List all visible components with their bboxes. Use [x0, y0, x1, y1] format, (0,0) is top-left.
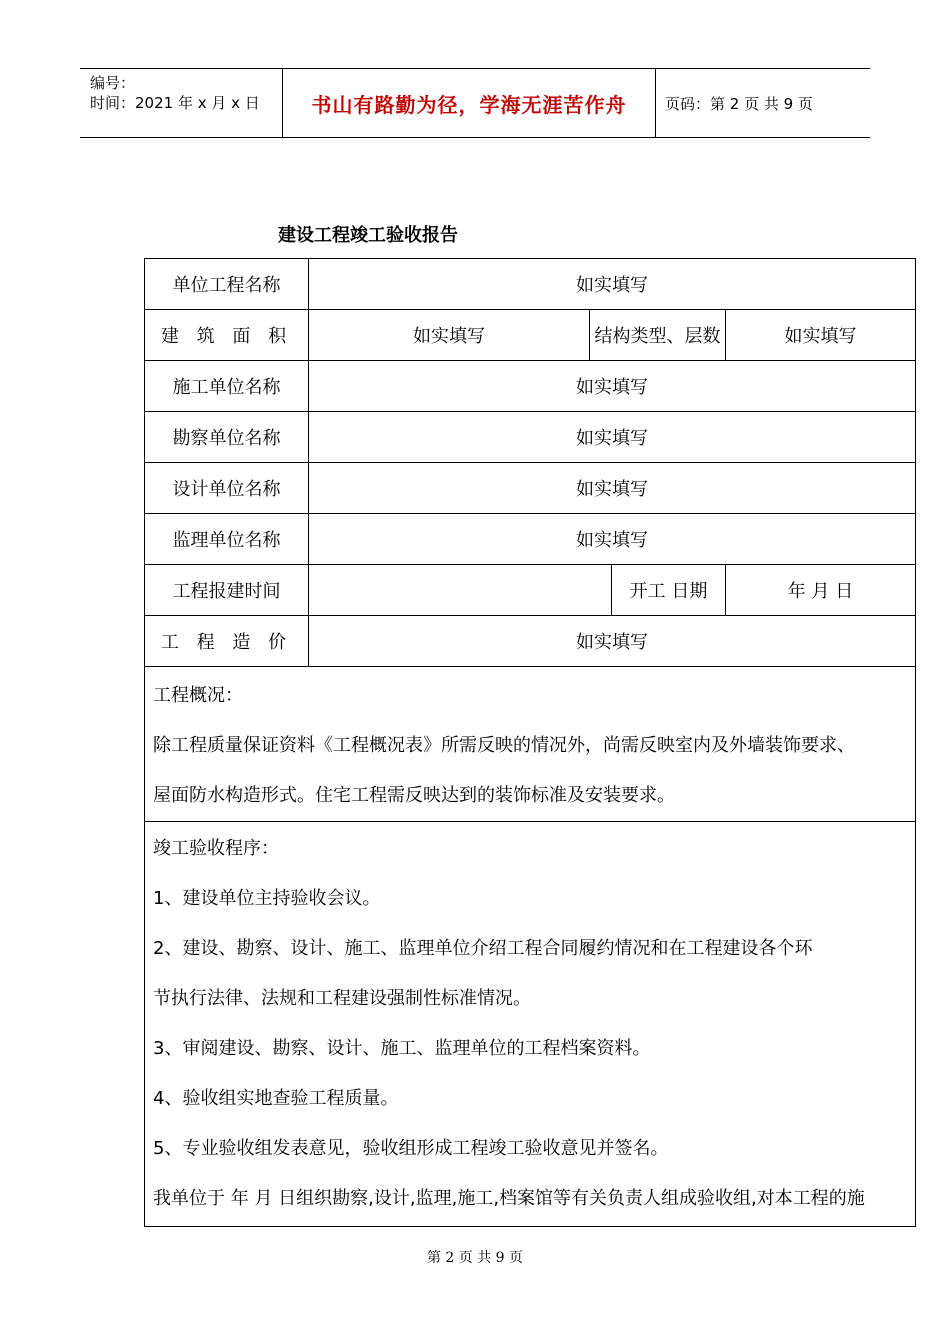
row-overview	[145, 667, 916, 822]
header-meta	[90, 73, 260, 113]
row-report-time	[145, 565, 916, 616]
procedure-step-2b: 节执行法律、法规和工程建设强制性标准情况。	[153, 988, 531, 1009]
procedure-step-5: 5、专业验收组发表意见，验收组形成工程竣工验收意见并签名。	[153, 1138, 669, 1159]
row-design-unit	[145, 463, 916, 514]
row-cost	[145, 616, 916, 667]
design-unit-value: 如实填写	[309, 463, 916, 514]
row-construction-unit	[145, 361, 916, 412]
overview-cell	[145, 667, 916, 822]
procedure-cell	[145, 822, 916, 1227]
number-label: 编号：	[90, 74, 136, 92]
start-date-label: 开工 日期	[612, 565, 726, 616]
procedure-step-2a: 2、建设、勘察、设计、施工、监理单位介绍工程合同履约情况和在工程建设各个环	[153, 938, 813, 959]
row-area	[145, 310, 916, 361]
cost-value: 如实填写	[309, 616, 916, 667]
procedure-step-1: 1、建设单位主持验收会议。	[153, 888, 381, 909]
area-label: 建 筑 面 积	[145, 310, 309, 361]
structure-label: 结构类型、层数	[590, 310, 726, 361]
header-motto: 书山有路勤为径，学海无涯苦作舟	[311, 93, 627, 117]
design-unit-label: 设计单位名称	[145, 463, 309, 514]
procedure-step-3: 3、审阅建设、勘察、设计、施工、监理单位的工程档案资料。	[153, 1038, 651, 1059]
time-label: 时间：2021 年 x 月 x 日	[90, 94, 260, 112]
project-name-label: 单位工程名称	[145, 259, 309, 310]
row-project-name	[145, 259, 916, 310]
procedure-closing: 我单位于 年 月 日组织勘察,设计,监理,施工,档案馆等有关负责人组成验收组,对本工程的施	[153, 1188, 865, 1209]
acceptance-report-table	[144, 258, 916, 1227]
document-title: 建设工程竣工验收报告	[278, 225, 458, 246]
construction-unit-label: 施工单位名称	[145, 361, 309, 412]
survey-unit-label: 勘察单位名称	[145, 412, 309, 463]
procedure-step-4: 4、验收组实地查验工程质量。	[153, 1088, 399, 1109]
procedure-heading: 竣工验收程序：	[153, 838, 279, 859]
project-name-value: 如实填写	[309, 259, 916, 310]
overview-heading: 工程概况：	[153, 685, 243, 706]
structure-value: 如实填写	[726, 310, 916, 361]
header-page-info: 页码：第 2 页 共 9 页	[665, 95, 813, 113]
area-value: 如实填写	[309, 310, 590, 361]
row-supervision-unit	[145, 514, 916, 565]
cost-label: 工 程 造 价	[145, 616, 309, 667]
overview-line-2: 屋面防水构造形式。住宅工程需反映达到的装饰标准及安装要求。	[153, 785, 675, 806]
row-procedure	[145, 822, 916, 1227]
supervision-unit-value: 如实填写	[309, 514, 916, 565]
page-footer: 第 2 页 共 9 页	[426, 1250, 524, 1266]
construction-unit-value: 如实填写	[309, 361, 916, 412]
header-divider-right	[655, 69, 656, 137]
overview-line-1: 除工程质量保证资料《工程概况表》所需反映的情况外，尚需反映室内及外墙装饰要求、	[153, 735, 855, 756]
report-time-label: 工程报建时间	[145, 565, 309, 616]
survey-unit-value: 如实填写	[309, 412, 916, 463]
report-time-value	[309, 565, 612, 616]
start-date-value: 年 月 日	[726, 565, 916, 616]
row-survey-unit	[145, 412, 916, 463]
page-header	[80, 68, 870, 138]
supervision-unit-label: 监理单位名称	[145, 514, 309, 565]
